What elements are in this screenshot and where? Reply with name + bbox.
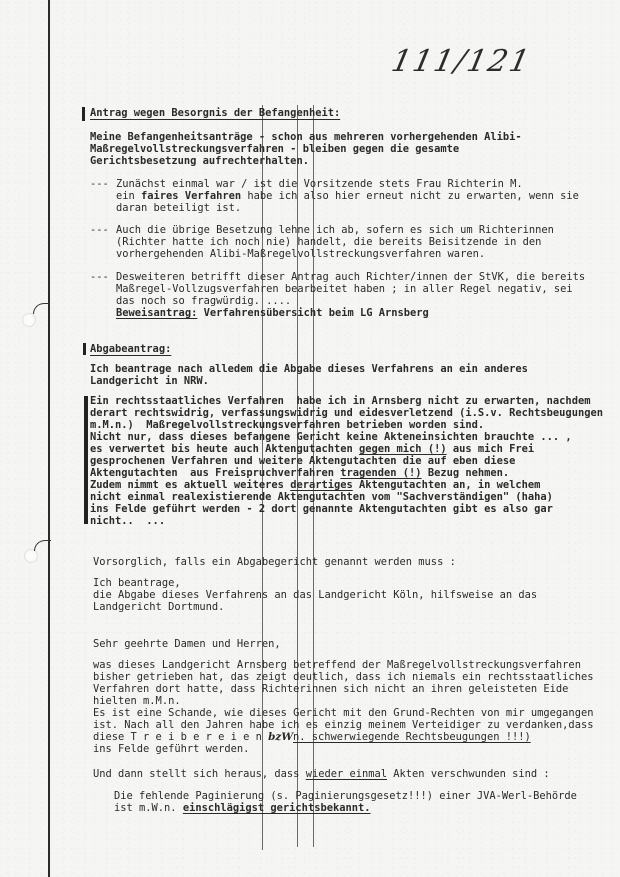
margin-bar — [83, 343, 86, 355]
text: Zudem nimmt es aktuell weiteres — [90, 479, 291, 491]
intro-line: Meine Befangenheitsanträge - schon aus mehreren vorhergehenden Alibi- — [90, 131, 522, 143]
letter-line: Es ist eine Schande, wie dieses Gericht mit den Grund-Rechten von mir umgegangen — [93, 707, 594, 719]
punch-hole — [24, 549, 38, 563]
section-heading-transfer-motion: Abgabeantrag: — [90, 343, 172, 355]
block-line — [90, 479, 540, 491]
intro-line: Maßregelvollstreckungsverfahren - bleiben gegen die gesamte — [90, 143, 460, 155]
margin-bar — [82, 107, 85, 121]
underlined-text: derartiges — [290, 479, 353, 491]
text: aus mich Frei — [446, 443, 535, 455]
underlined-text: tragenden (!) — [340, 467, 422, 479]
underlined-text: gegen mich (!) — [359, 443, 447, 455]
scan-artifact-line — [48, 0, 50, 877]
bullet1-line3: daran beteiligt ist. — [116, 202, 242, 214]
bullet1-line1: Zunächst einmal war / ist die Vorsitzende stets Frau Richterin M. — [116, 178, 523, 190]
block-line: Ein rechtsstaatliches Verfahren habe ich in Arnsberg nicht zu erwarten, nachdem — [90, 395, 591, 407]
emphasis-fair-trial: faires Verfahren — [141, 190, 242, 202]
text: ein — [116, 190, 142, 202]
transfer-intro-line: Landgericht in NRW. — [90, 375, 209, 387]
text: diese T r e i b e r e i e n — [93, 731, 269, 743]
letter-line — [93, 768, 550, 780]
block-line: Nicht nur, dass dieses befangene Gericht keine Akteneinsichten brauchte ... , — [90, 431, 572, 443]
bullet-marker: --- — [90, 271, 109, 283]
letter-line — [114, 802, 371, 814]
text: Aktengutachten aus Freispruchverfahren — [90, 467, 341, 479]
text: Und dann stellt sich heraus, dass — [93, 768, 306, 780]
text: Akten verschwunden sind : — [387, 768, 550, 780]
underlined-text: n. schwerwiegende Rechtsbeugungen !!!) — [293, 731, 531, 743]
text: es verwertet bis heute auch Aktengutachten — [90, 443, 359, 455]
bullet-marker: --- — [90, 178, 109, 190]
punch-hole — [22, 313, 36, 327]
bullet3-line: das noch so fragwürdig. .... — [116, 295, 292, 307]
bullet-marker: --- — [90, 224, 109, 236]
letter-line: ist. Nach all den Jahren habe ich es einzig meinem Verteidiger zu verdanken,dass — [93, 719, 594, 731]
precaution-line: Vorsorglich, falls ein Abgabegericht genannt werden muss : — [93, 556, 456, 568]
bullet2-line: Auch die übrige Besetzung lehne ich ab, sofern es sich um Richterinnen — [116, 224, 554, 236]
letter-line: Verfahren dort hatte, dass Richterinnen sich nicht an ihren geleisteten Eide — [93, 683, 569, 695]
section-heading-bias-motion: Antrag wegen Besorgnis der Befangenheit: — [90, 107, 341, 119]
evidence-request — [116, 307, 429, 319]
letter-line: Die fehlende Paginierung (s. Paginierungsgesetz!!!) einer JVA-Werl-Behörde — [114, 790, 577, 802]
letter-line: bisher getrieben hat, das zeigt deutlich, dass ich niemals ein rechtsstaatliches — [93, 671, 594, 683]
block-line: nicht einmal realexistierende Aktengutachten vom "Sachverständigen" (haha) — [90, 491, 553, 503]
bullet2-line: vorhergehenden Alibi-Maßregelvollstreckungsverfahren waren. — [116, 248, 486, 260]
underlined-text: wieder einmal — [305, 768, 388, 780]
punch-hole-mark — [33, 303, 50, 314]
bullet3-line: Maßregel-Vollzugsverfahren bearbeitet haben ; in aller Regel negativ, sei — [116, 283, 573, 295]
bullet2-line: (Richter hatte ich noch nie) handelt, die bereits Beisitzende in den — [116, 236, 542, 248]
bullet1-line2 — [116, 190, 579, 202]
margin-bar — [84, 396, 88, 524]
evidence-label: Beweisantrag: — [116, 307, 198, 319]
text: ist m.W.n. — [114, 802, 183, 814]
evidence-text: Verfahrensübersicht beim LG Arnsberg — [197, 307, 429, 319]
block-line: gesprochenen Verfahren und weitere Aktengutachten die auf eben diese — [90, 455, 516, 467]
text: Bezug nehmen. — [421, 467, 510, 479]
transfer-intro-line: Ich beantrage nach alledem die Abgabe dieses Verfahrens an ein anderes — [90, 363, 528, 375]
block-line — [90, 467, 509, 479]
handwritten-page-number: 111/121 — [388, 44, 535, 79]
block-line: ins Felde geführt werden - 2 dort genannte Aktengutachten gibt es also gar — [90, 503, 553, 515]
block-line: m.M.n.) Maßregelvollstreckungsverfahren betrieben worden sind. — [90, 419, 485, 431]
request-line: die Abgabe dieses Verfahrens an das Landgericht Köln, hilfsweise an das — [93, 589, 538, 601]
letter-line: was dieses Landgericht Arnsberg betreffend der Maßregelvollstreckungsverfahren — [93, 659, 581, 671]
letter-line: hielten m.M.n. — [93, 695, 181, 707]
bold-underlined-text: einschlägigst gerichtsbekannt. — [182, 802, 371, 814]
request-line: Landgericht Dortmund. — [93, 601, 225, 613]
text: habe ich also hier erneut nicht zu erwarten, wenn sie — [241, 190, 579, 202]
block-line — [90, 443, 534, 455]
request-line: Ich beantrage, — [93, 577, 181, 589]
punch-hole-mark — [34, 540, 51, 551]
text: Aktengutachten an, in welchem — [352, 479, 541, 491]
letter-line — [93, 731, 531, 743]
intro-line: Gerichtsbesetzung aufrechterhalten. — [90, 155, 309, 167]
block-line: derart rechtswidrig, verfassungswidrig und eidesverletzend (i.S.v. Rechtsbeugungen — [90, 407, 603, 419]
handwritten-correction: bzW — [268, 731, 294, 743]
salutation: Sehr geehrte Damen und Herren, — [93, 638, 281, 650]
letter-line: ins Felde geführt werden. — [93, 743, 250, 755]
block-line: nicht.. ... — [90, 515, 166, 527]
bullet3-line: Desweiteren betrifft dieser Antrag auch Richter/innen der StVK, die bereits — [116, 271, 586, 283]
